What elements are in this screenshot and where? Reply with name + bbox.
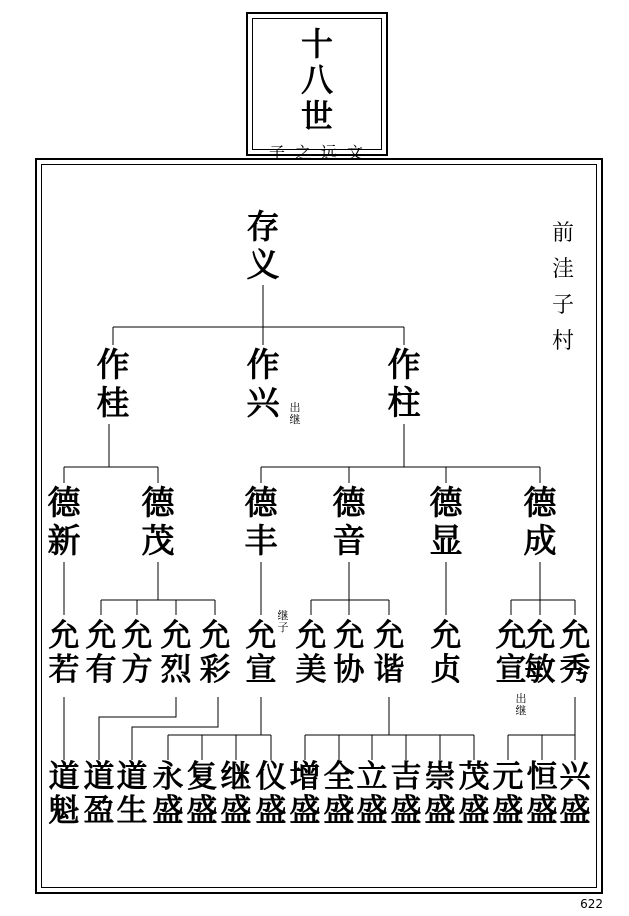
person-dexin xyxy=(44,484,84,560)
person-yunxie xyxy=(331,619,367,687)
person-name xyxy=(150,760,186,828)
person-name xyxy=(490,760,526,828)
person-name xyxy=(243,346,283,422)
village-char-1: 前 xyxy=(551,221,574,246)
generation-char-2: 八 xyxy=(300,61,333,99)
name-char: 作 xyxy=(246,345,280,384)
name-char: 盛 xyxy=(152,793,184,829)
name-char: 谐 xyxy=(373,652,405,688)
person-daokui xyxy=(46,760,82,828)
person-yunxie-2 xyxy=(371,619,407,687)
name-char: 允 xyxy=(160,618,192,654)
name-char: 魁 xyxy=(48,793,80,829)
name-char: 敏 xyxy=(524,652,556,688)
village-char-4: 村 xyxy=(551,329,574,354)
name-char: 允 xyxy=(85,618,117,654)
person-daosheng xyxy=(114,760,150,828)
person-demao xyxy=(138,484,178,560)
name-char: 烈 xyxy=(160,652,192,688)
name-char: 增 xyxy=(289,759,321,795)
person-name xyxy=(384,346,424,422)
name-char: 盛 xyxy=(255,793,287,829)
note-char: 继 xyxy=(289,413,301,426)
person-name xyxy=(388,760,424,828)
person-yuncai xyxy=(197,619,233,687)
person-name xyxy=(293,619,329,687)
person-name xyxy=(44,484,84,560)
name-char: 盛 xyxy=(458,793,490,829)
person-name xyxy=(243,208,283,284)
person-name xyxy=(81,760,117,828)
name-char: 盛 xyxy=(559,793,591,829)
person-chongsheng xyxy=(422,760,458,828)
name-char: 允 xyxy=(495,618,527,654)
village-char-3: 子 xyxy=(551,293,574,318)
name-char: 允 xyxy=(199,618,231,654)
person-name xyxy=(46,619,82,687)
generation-char-1: 十 xyxy=(300,25,333,63)
name-char: 作 xyxy=(387,345,421,384)
person-name xyxy=(83,619,119,687)
name-char: 德 xyxy=(141,483,175,522)
name-char: 贞 xyxy=(430,652,462,688)
person-yunxiu xyxy=(557,619,593,687)
person-xingsheng xyxy=(557,760,593,828)
person-name xyxy=(93,346,133,422)
village-label xyxy=(548,216,578,360)
name-char: 道 xyxy=(116,759,148,795)
person-yunmei xyxy=(293,619,329,687)
name-char: 立 xyxy=(356,759,388,795)
person-name xyxy=(371,619,407,687)
person-name xyxy=(522,619,558,687)
person-yuansheng xyxy=(490,760,526,828)
person-name xyxy=(428,619,464,687)
name-char: 方 xyxy=(121,652,153,688)
person-name xyxy=(218,760,254,828)
person-name xyxy=(243,619,279,687)
person-name xyxy=(557,760,593,828)
person-zuozhu xyxy=(384,346,424,422)
name-char: 元 xyxy=(492,759,524,795)
person-name xyxy=(422,760,458,828)
person-yunyou xyxy=(83,619,119,687)
village-char-2: 洼 xyxy=(551,257,574,282)
name-char: 丰 xyxy=(244,521,278,560)
name-char: 柱 xyxy=(387,383,421,422)
name-char: 吉 xyxy=(390,759,422,795)
note-adopted-out xyxy=(288,402,302,426)
person-name xyxy=(119,619,155,687)
person-name xyxy=(331,619,367,687)
person-maosheng xyxy=(456,760,492,828)
person-name xyxy=(158,619,194,687)
note-char: 继 xyxy=(515,704,527,717)
name-char: 允 xyxy=(333,618,365,654)
name-char: 道 xyxy=(83,759,115,795)
person-jisheng xyxy=(218,760,254,828)
person-zengsheng xyxy=(287,760,323,828)
person-yunlie xyxy=(158,619,194,687)
name-char: 盛 xyxy=(186,793,218,829)
person-name xyxy=(520,484,560,560)
person-jisheng-2 xyxy=(388,760,424,828)
person-name xyxy=(329,484,369,560)
note-char: 出 xyxy=(289,401,301,414)
person-name xyxy=(197,619,233,687)
name-char: 兴 xyxy=(246,383,280,422)
page-number: 622 xyxy=(580,897,603,911)
generation-char-3: 世 xyxy=(300,97,333,135)
person-name xyxy=(241,484,281,560)
name-char: 彩 xyxy=(199,652,231,688)
person-name xyxy=(184,760,220,828)
name-char: 盈 xyxy=(83,793,115,829)
person-yunruo xyxy=(46,619,82,687)
name-char: 茂 xyxy=(141,521,175,560)
name-char: 显 xyxy=(429,521,463,560)
person-defeng xyxy=(241,484,281,560)
person-name xyxy=(557,619,593,687)
name-char: 德 xyxy=(429,483,463,522)
name-char: 盛 xyxy=(390,793,422,829)
name-char: 永 xyxy=(152,759,184,795)
name-char: 允 xyxy=(295,618,327,654)
name-char: 美 xyxy=(295,652,327,688)
person-name xyxy=(46,760,82,828)
person-yongsheng xyxy=(150,760,186,828)
person-decheng xyxy=(520,484,560,560)
person-dexian xyxy=(426,484,466,560)
person-name xyxy=(456,760,492,828)
note-char: 出 xyxy=(515,692,527,705)
name-char: 成 xyxy=(523,521,557,560)
name-char: 复 xyxy=(186,759,218,795)
person-name xyxy=(321,760,357,828)
name-char: 新 xyxy=(47,521,81,560)
name-char: 协 xyxy=(333,652,365,688)
name-char: 德 xyxy=(47,483,81,522)
person-cunyi xyxy=(243,208,283,284)
name-char: 允 xyxy=(121,618,153,654)
person-name xyxy=(138,484,178,560)
name-char: 秀 xyxy=(559,652,591,688)
name-char: 兴 xyxy=(559,759,591,795)
name-char: 若 xyxy=(48,652,80,688)
name-char: 崇 xyxy=(424,759,456,795)
name-char: 德 xyxy=(244,483,278,522)
name-char: 盛 xyxy=(289,793,321,829)
name-char: 允 xyxy=(373,618,405,654)
person-hengsheng xyxy=(524,760,560,828)
name-char: 宣 xyxy=(245,652,277,688)
person-yisheng xyxy=(253,760,289,828)
name-char: 茂 xyxy=(458,759,490,795)
person-daoyi xyxy=(81,760,117,828)
name-char: 音 xyxy=(332,521,366,560)
person-zuogui xyxy=(93,346,133,422)
name-char: 允 xyxy=(430,618,462,654)
note-char: 继 xyxy=(277,609,289,622)
name-char: 仪 xyxy=(255,759,287,795)
name-char: 盛 xyxy=(356,793,388,829)
name-char: 桂 xyxy=(96,383,130,422)
name-char: 道 xyxy=(48,759,80,795)
name-char: 作 xyxy=(96,345,130,384)
person-yunmin xyxy=(522,619,558,687)
name-char: 允 xyxy=(48,618,80,654)
name-char: 盛 xyxy=(526,793,558,829)
person-name xyxy=(253,760,289,828)
person-name xyxy=(354,760,390,828)
name-char: 德 xyxy=(332,483,366,522)
person-deyin xyxy=(329,484,369,560)
note-adopted-out-2 xyxy=(514,693,528,717)
generation-subtitle: 子之远文 xyxy=(268,143,373,162)
person-name xyxy=(114,760,150,828)
name-char: 盛 xyxy=(323,793,355,829)
name-char: 宣 xyxy=(495,652,527,688)
name-char: 盛 xyxy=(424,793,456,829)
name-char: 允 xyxy=(245,618,277,654)
name-char: 义 xyxy=(246,245,280,284)
person-yunfang xyxy=(119,619,155,687)
name-char: 存 xyxy=(246,207,280,246)
name-char: 全 xyxy=(323,759,355,795)
person-yunxuan-1 xyxy=(243,619,279,687)
name-char: 允 xyxy=(559,618,591,654)
person-lisheng xyxy=(354,760,390,828)
person-fusheng xyxy=(184,760,220,828)
name-char: 德 xyxy=(523,483,557,522)
person-yunzhen xyxy=(428,619,464,687)
person-name xyxy=(524,760,560,828)
name-char: 生 xyxy=(116,793,148,829)
name-char: 盛 xyxy=(220,793,252,829)
person-name xyxy=(426,484,466,560)
person-name xyxy=(287,760,323,828)
name-char: 盛 xyxy=(492,793,524,829)
name-char: 继 xyxy=(220,759,252,795)
note-char: 子 xyxy=(277,621,289,634)
name-char: 恒 xyxy=(526,759,558,795)
person-quansheng xyxy=(321,760,357,828)
name-char: 允 xyxy=(524,618,556,654)
person-zuoxing xyxy=(243,346,283,422)
name-char: 有 xyxy=(85,652,117,688)
